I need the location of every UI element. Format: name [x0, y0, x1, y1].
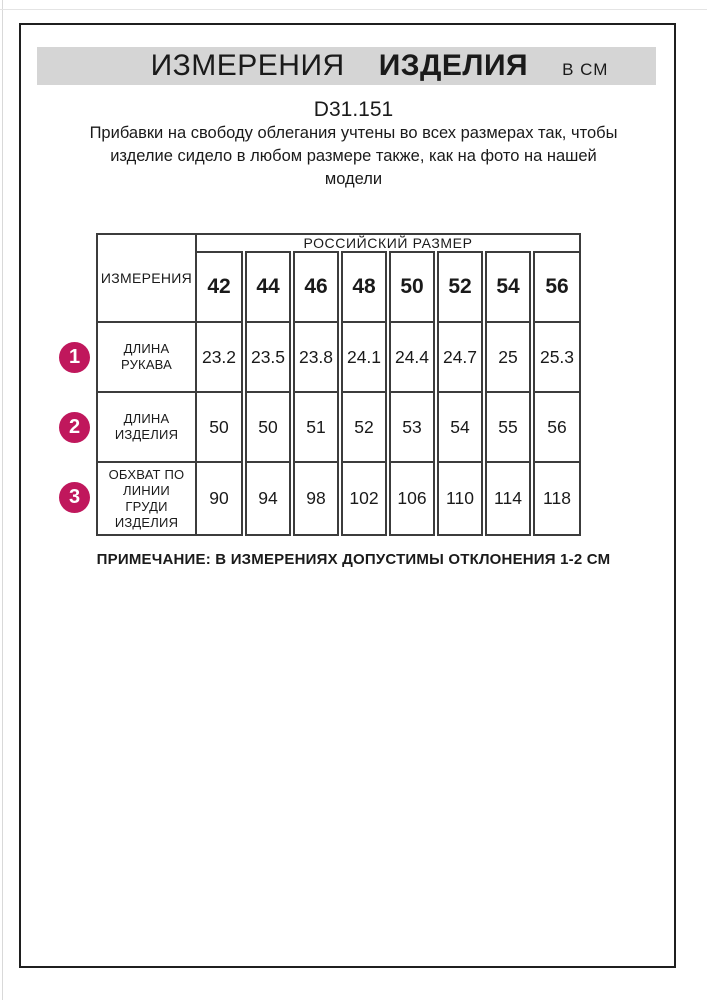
cell-value: 114 [484, 462, 532, 535]
product-description: Прибавки на свободу облегания учтены во всех размерах так, чтобы изделие сидело в любом размере также, как на фото на нашей модели [89, 124, 618, 188]
cell-value: 106 [388, 462, 436, 535]
size-header: 48 [340, 252, 388, 322]
cell-value: 23.8 [292, 322, 340, 392]
cell-value: 24.1 [340, 322, 388, 392]
cell-value: 24.4 [388, 322, 436, 392]
cell-value: 56 [532, 392, 580, 462]
row-marker-1: 1 [59, 342, 90, 373]
table-row-product-length [97, 392, 580, 462]
cell-value: 110 [436, 462, 484, 535]
size-header: 54 [484, 252, 532, 322]
cell-value: 25.3 [532, 322, 580, 392]
size-header: 46 [292, 252, 340, 322]
cell-value: 23.2 [196, 322, 244, 392]
table-corner-label: ИЗМЕРЕНИЯ [97, 234, 196, 322]
tolerance-note: ПРИМЕЧАНИЕ: В ИЗМЕРЕНИЯХ ДОПУСТИМЫ ОТКЛОНЕНИЯ 1-2 СМ [96, 551, 611, 568]
row-label: ОБХВАТ ПО ЛИНИИ ГРУДИ ИЗДЕЛИЯ [97, 462, 196, 535]
product-code: D31.151 [313, 98, 394, 121]
row-label: ДЛИНА РУКАВА [97, 322, 196, 392]
cell-value: 51 [292, 392, 340, 462]
row-marker-2: 2 [59, 412, 90, 443]
size-header: 52 [436, 252, 484, 322]
size-header: 42 [196, 252, 244, 322]
size-header: 50 [388, 252, 436, 322]
row-marker-3: 3 [59, 482, 90, 513]
size-header: 56 [532, 252, 580, 322]
title-units: В СМ [562, 60, 609, 79]
title-bar [37, 47, 656, 85]
scan-artifact-left [2, 0, 3, 1000]
title-word-measurements: ИЗМЕРЕНИЯ [150, 49, 345, 82]
table-row-chest-girth [97, 462, 580, 535]
cell-value: 54 [436, 392, 484, 462]
cell-value: 50 [244, 392, 292, 462]
size-group-header: РОССИЙСКИЙ РАЗМЕР [196, 234, 580, 252]
cell-value: 52 [340, 392, 388, 462]
cell-value: 98 [292, 462, 340, 535]
cell-value: 25 [484, 322, 532, 392]
cell-value: 23.5 [244, 322, 292, 392]
row-label: ДЛИНА ИЗДЕЛИЯ [97, 392, 196, 462]
scan-artifact-top [0, 9, 707, 10]
cell-value: 53 [388, 392, 436, 462]
cell-value: 102 [340, 462, 388, 535]
cell-value: 55 [484, 392, 532, 462]
cell-value: 50 [196, 392, 244, 462]
size-header: 44 [244, 252, 292, 322]
cell-value: 24.7 [436, 322, 484, 392]
size-table [96, 233, 581, 536]
cell-value: 90 [196, 462, 244, 535]
cell-value: 94 [244, 462, 292, 535]
title-word-product: ИЗДЕЛИЯ [378, 49, 529, 82]
table-row-sleeve-length [97, 322, 580, 392]
cell-value: 118 [532, 462, 580, 535]
